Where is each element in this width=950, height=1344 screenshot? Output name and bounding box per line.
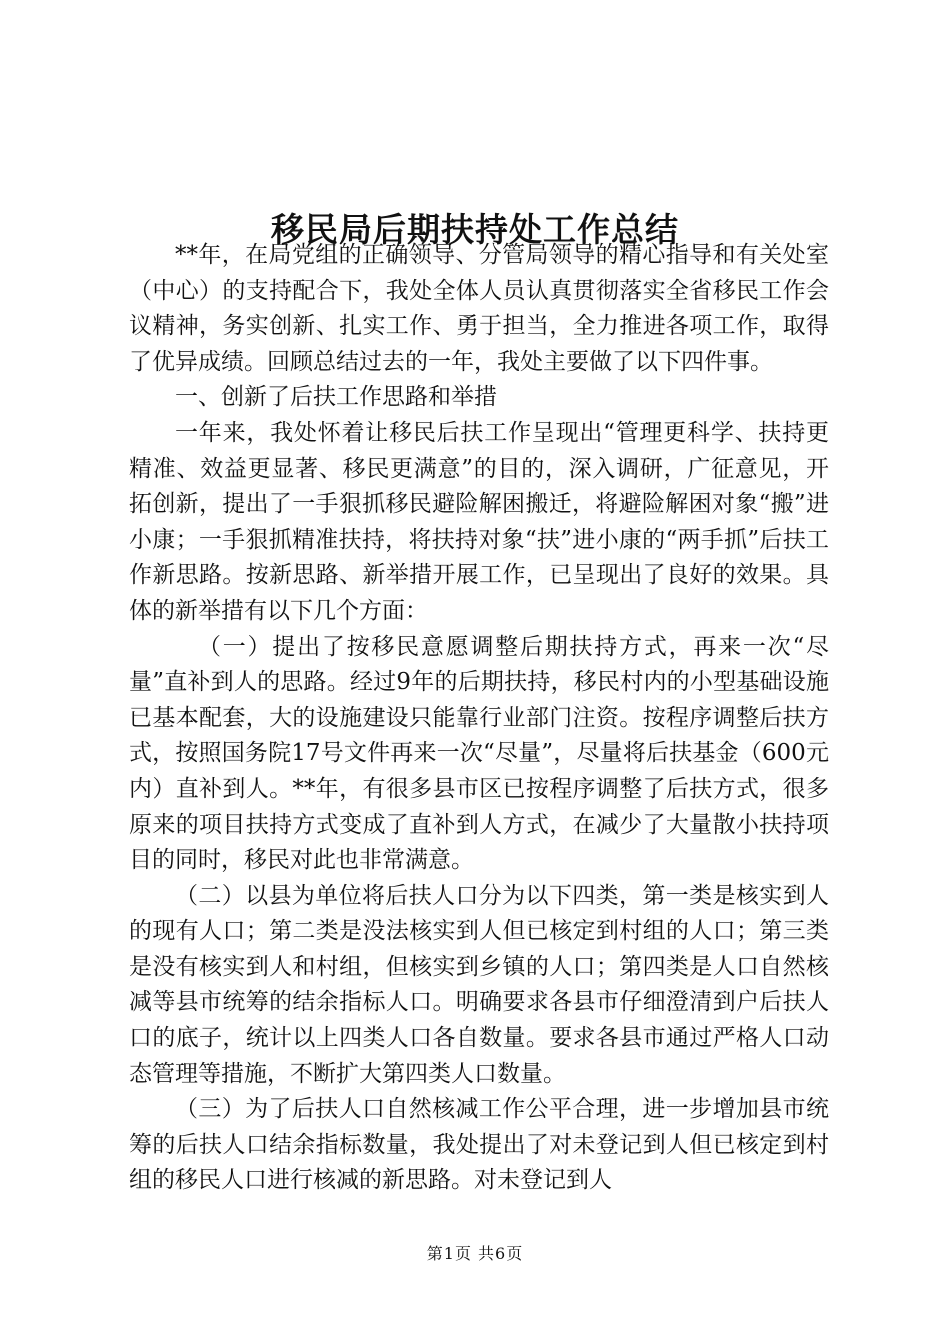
measure-2-paragraph: （二）以县为单位将后扶人口分为以下四类，第一类是核实到人的现有人口；第二类是没法核实到人但已核定到村组的人口；第三类是没有核实到人和村组，但核实到乡镇的人口；第四类是人口自然核减等县市统筹的结余指标人口。明确要求各县市仔细澄清到户后扶人口的底子，统计以上四类人口各自数量。要求各县市通过严格人口动态管理等措施，不断扩大第四类人口数量。	[129, 882, 829, 1087]
measure-1-paragraph: （一）提出了按移民意愿调整后期扶持方式，再来一次“尽量”直补到人的思路。经过9年的后期扶持，移民村内的小型基础设施已基本配套，大的设施建设只能靠行业部门注资。按程序调整后扶方式，按照国务院17号文件再来一次“尽量”，尽量将后扶基金（600元内）直补到人。**年，有很多县市区已按程序调整了后扶方式，很多原来的项目扶持方式变成了直补到人方式，在减少了大量散小扶持项目的同时，移民对此也非常满意。	[129, 633, 829, 874]
section-heading-1: 一、创新了后扶工作思路和举措	[175, 384, 497, 411]
page-footer: 第1页 共6页	[426, 1244, 524, 1263]
section-1-paragraph: 一年来，我处怀着让移民后扶工作呈现出“管理更科学、扶持更精准、效益更显著、移民更满意”的目的，深入调研，广征意见，开拓创新，提出了一手狠抓移民避险解困搬迁，将避险解困对象“搬”进小康；一手狠抓精准扶持，将扶持对象“扶”进小康的“两手抓”后扶工作新思路。按新思路、新举措开展工作，已呈现出了良好的效果。具体的新举措有以下几个方面：	[129, 419, 829, 624]
document-title: 移民局后期扶持处工作总结	[271, 210, 679, 250]
document-body	[129, 238, 829, 1199]
measure-3-paragraph: （三）为了后扶人口自然核减工作公平合理，进一步增加县市统筹的后扶人口结余指标数量，我处提出了对未登记到人但已核定到村组的移民人口进行核减的新思路。对未登记到人	[129, 1096, 829, 1194]
intro-paragraph: **年，在局党组的正确领导、分管局领导的精心指导和有关处室（中心）的支持配合下，我处全体人员认真贯彻落实全省移民工作会议精神，务实创新、扎实工作、勇于担当，全力推进各项工作，取得了优异成绩。回顾总结过去的一年，我处主要做了以下四件事。	[129, 242, 829, 375]
